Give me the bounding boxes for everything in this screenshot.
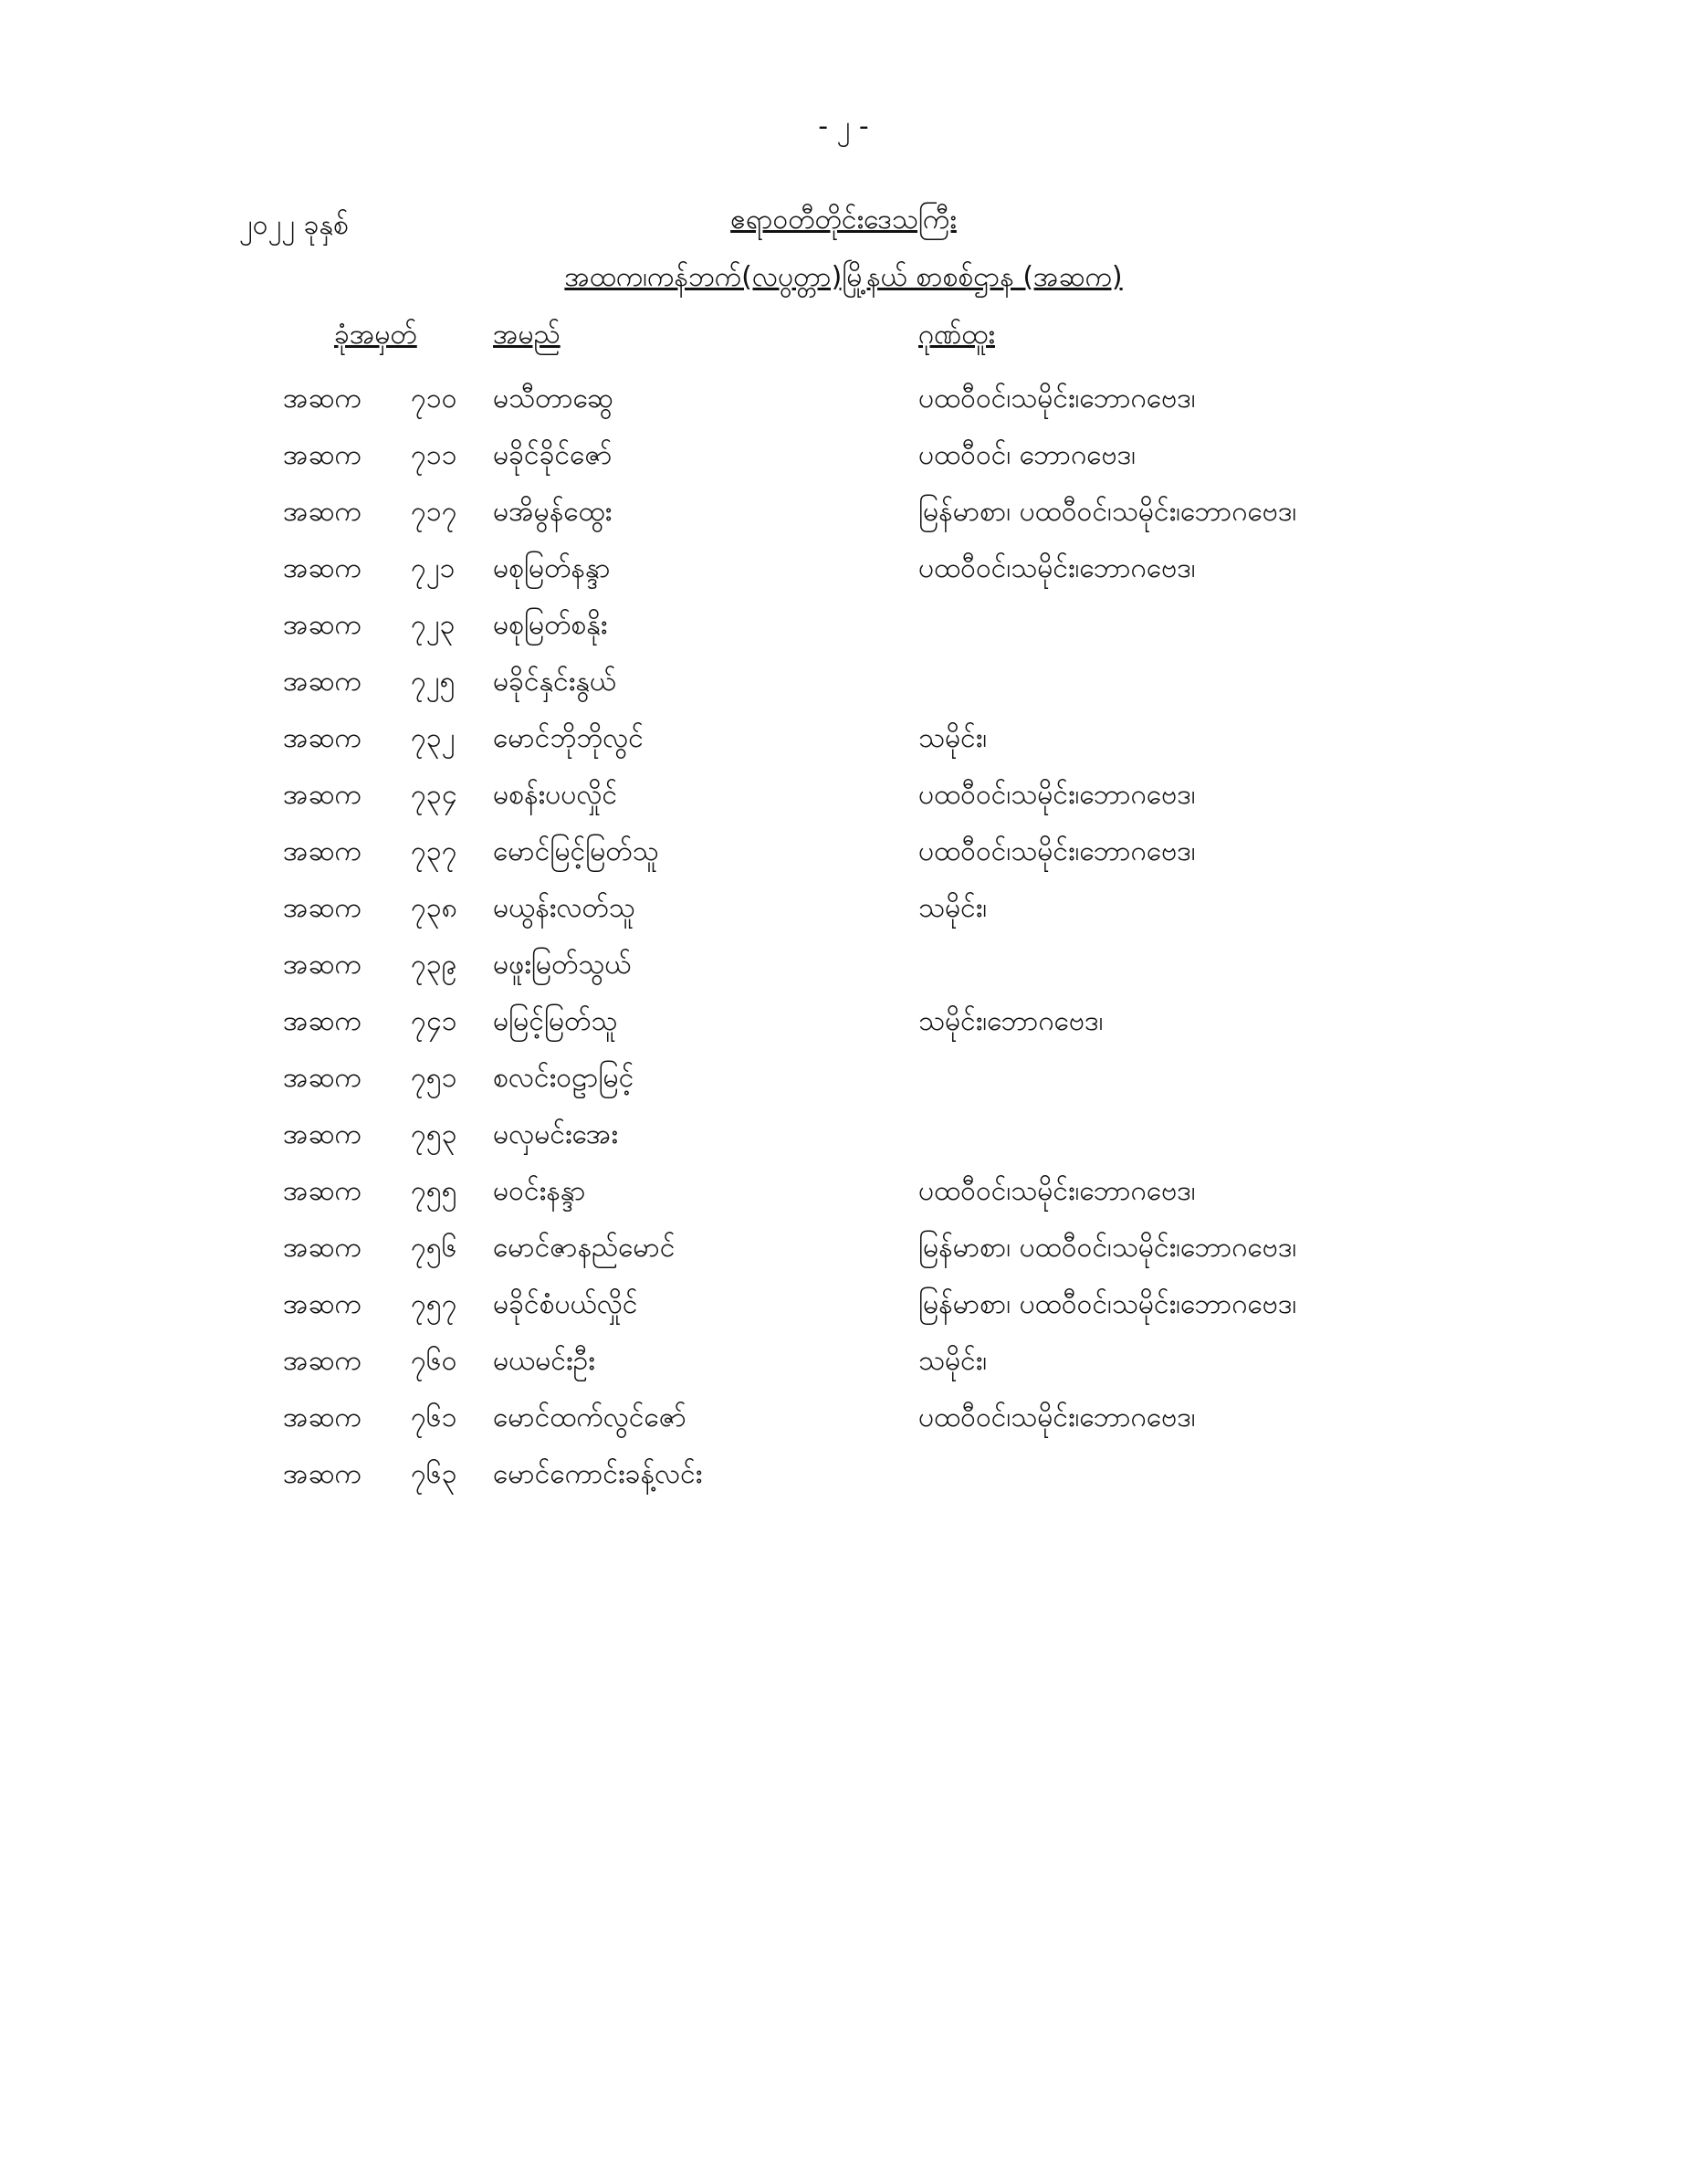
distinction-subjects: ပထဝီဝင်၊သမိုင်း၊ဘောဂဗေဒ၊ <box>918 835 1196 867</box>
roll-number: ၇၄၁ <box>411 1005 457 1037</box>
distinction-subjects: သမိုင်း၊ <box>918 892 988 924</box>
roll-number: ၇၅၅ <box>411 1175 457 1207</box>
student-name: မောင်ဘိုဘိုလွင် <box>493 722 644 754</box>
roll-number: ၇၅၆ <box>411 1232 457 1264</box>
roll-prefix: အဆက <box>283 439 362 471</box>
student-name: မစုမြတ်စနိုး <box>493 609 608 641</box>
roll-number: ၇၃၈ <box>411 892 457 924</box>
student-name: မလှမင်းအေး <box>493 1118 618 1150</box>
roll-prefix: အဆက <box>283 1118 362 1150</box>
table-row <box>0 373 1687 429</box>
student-name: မယွန်းလတ်သူ <box>493 892 635 924</box>
roll-prefix: အဆက <box>283 835 362 867</box>
distinction-subjects: သမိုင်း၊ <box>918 1345 988 1377</box>
distinction-subjects: ပထဝီဝင်၊သမိုင်း၊ဘောဂဗေဒ၊ <box>918 552 1196 584</box>
header-roll-number: ခုံအမှတ် <box>334 319 417 351</box>
table-row <box>0 542 1687 599</box>
student-name: မစုမြတ်နန္ဒာ <box>493 552 611 584</box>
student-name: မခိုင်နှင်းနွယ် <box>493 666 617 698</box>
student-name: မအိမွန်ထွေး <box>493 496 613 528</box>
table-row <box>0 1278 1687 1335</box>
student-name: မဖူးမြတ်သွယ် <box>493 949 632 981</box>
roll-prefix: အဆက <box>283 1345 362 1377</box>
table-row <box>0 1222 1687 1278</box>
student-name: မောင်ဇာနည်မောင် <box>493 1232 676 1264</box>
table-row <box>0 1108 1687 1165</box>
roll-number: ၇၆၃ <box>411 1458 457 1490</box>
roll-number: ၇၂၅ <box>411 666 456 698</box>
exam-year: ၂၀၂၂ ခုနှစ် <box>239 209 349 241</box>
table-row <box>0 1391 1687 1448</box>
roll-prefix: အဆက <box>283 1232 362 1264</box>
table-row <box>0 486 1687 542</box>
roll-number: ၇၃၇ <box>411 835 457 867</box>
student-name: မယမင်းဦး <box>493 1345 595 1377</box>
distinction-subjects: မြန်မာစာ၊ ပထဝီဝင်၊သမိုင်း၊ဘောဂဗေဒ၊ <box>918 496 1297 528</box>
table-row <box>0 656 1687 712</box>
student-name: မောင်ထက်လွင်ဇော် <box>493 1402 686 1433</box>
student-name: မောင်ကောင်းခန့်လင်း <box>493 1458 703 1490</box>
student-name: မစန်းပပလှိုင် <box>493 779 618 811</box>
roll-number: ၇၁၁ <box>411 439 457 471</box>
student-name: မခိုင်စံပယ်လှိုင် <box>493 1288 638 1320</box>
results-list <box>0 373 1687 1505</box>
distinction-subjects: ပထဝီဝင်၊သမိုင်း၊ဘောဂဗေဒ၊ <box>918 1175 1196 1207</box>
page-number: - ၂ - <box>818 110 869 142</box>
header-distinction: ဂုဏ်ထူး <box>918 319 995 351</box>
distinction-subjects: သမိုင်း၊ <box>918 722 988 754</box>
distinction-subjects: ပထဝီဝင်၊သမိုင်း၊ဘောဂဗေဒ၊ <box>918 1402 1196 1433</box>
roll-number: ၇၆၀ <box>411 1345 457 1377</box>
distinction-subjects: သမိုင်း၊ဘောဂဗေဒ၊ <box>918 1005 1104 1037</box>
distinction-subjects: ပထဝီဝင်၊ ဘောဂဗေဒ၊ <box>918 439 1137 471</box>
roll-prefix: အဆက <box>283 609 362 641</box>
roll-number: ၇၃၉ <box>411 949 457 981</box>
roll-prefix: အဆက <box>283 1005 362 1037</box>
roll-number: ၇၅၃ <box>411 1118 457 1150</box>
roll-prefix: အဆက <box>283 383 362 415</box>
roll-prefix: အဆက <box>283 779 362 811</box>
roll-number: ၇၁၀ <box>411 383 457 415</box>
distinction-subjects: ပထဝီဝင်၊သမိုင်း၊ဘောဂဗေဒ၊ <box>918 383 1196 415</box>
roll-number: ၇၆၁ <box>411 1402 457 1433</box>
roll-number: ၇၂၃ <box>411 609 456 641</box>
distinction-subjects: မြန်မာစာ၊ ပထဝီဝင်၊သမိုင်း၊ဘောဂဗေဒ၊ <box>918 1288 1297 1320</box>
student-name: မခိုင်ခိုင်ဇော် <box>493 439 613 471</box>
table-row <box>0 1052 1687 1108</box>
header-name: အမည် <box>493 319 561 351</box>
table-row <box>0 1165 1687 1222</box>
roll-prefix: အဆက <box>283 949 362 981</box>
student-name: မမြင့်မြတ်သူ <box>493 1005 618 1037</box>
table-row <box>0 599 1687 656</box>
roll-number: ၇၃၂ <box>411 722 456 754</box>
table-row <box>0 995 1687 1052</box>
region-title: ဧရာဝတီတိုင်းဒေသကြီး <box>730 204 957 236</box>
student-name: စလင်းဝဠာမြင့် <box>493 1062 634 1094</box>
table-row <box>0 825 1687 882</box>
roll-prefix: အဆက <box>283 1458 362 1490</box>
table-row <box>0 1448 1687 1505</box>
distinction-subjects: မြန်မာစာ၊ ပထဝီဝင်၊သမိုင်း၊ဘောဂဗေဒ၊ <box>918 1232 1297 1264</box>
roll-prefix: အဆက <box>283 892 362 924</box>
roll-number: ၇၂၁ <box>411 552 456 584</box>
roll-number: ၇၁၇ <box>411 496 457 528</box>
table-row <box>0 429 1687 486</box>
roll-prefix: အဆက <box>283 496 362 528</box>
roll-prefix: အဆက <box>283 666 362 698</box>
roll-prefix: အဆက <box>283 1062 362 1094</box>
table-row <box>0 1335 1687 1391</box>
table-row <box>0 939 1687 995</box>
roll-prefix: အဆက <box>283 722 362 754</box>
student-name: မသီတာဆွေ <box>493 383 613 415</box>
distinction-subjects: ပထဝီဝင်၊သမိုင်း၊ဘောဂဗေဒ၊ <box>918 779 1196 811</box>
table-header <box>0 316 1687 356</box>
roll-prefix: အဆက <box>283 1402 362 1433</box>
student-name: မဝင်းနန္ဒာ <box>493 1175 586 1207</box>
exam-center-title: အထက၊ကန်ဘက်(လပွတ္တာ)မြို့နယ် စာစစ်ဌာန (အဆက) <box>564 261 1123 293</box>
roll-prefix: အဆက <box>283 1175 362 1207</box>
roll-prefix: အဆက <box>283 1288 362 1320</box>
table-row <box>0 712 1687 769</box>
roll-number: ၇၃၄ <box>411 779 457 811</box>
roll-prefix: အဆက <box>283 552 362 584</box>
roll-number: ၇၅၁ <box>411 1062 457 1094</box>
table-row <box>0 882 1687 939</box>
roll-number: ၇၅၇ <box>411 1288 457 1320</box>
student-name: မောင်မြင့်မြတ်သူ <box>493 835 659 867</box>
table-row <box>0 769 1687 825</box>
